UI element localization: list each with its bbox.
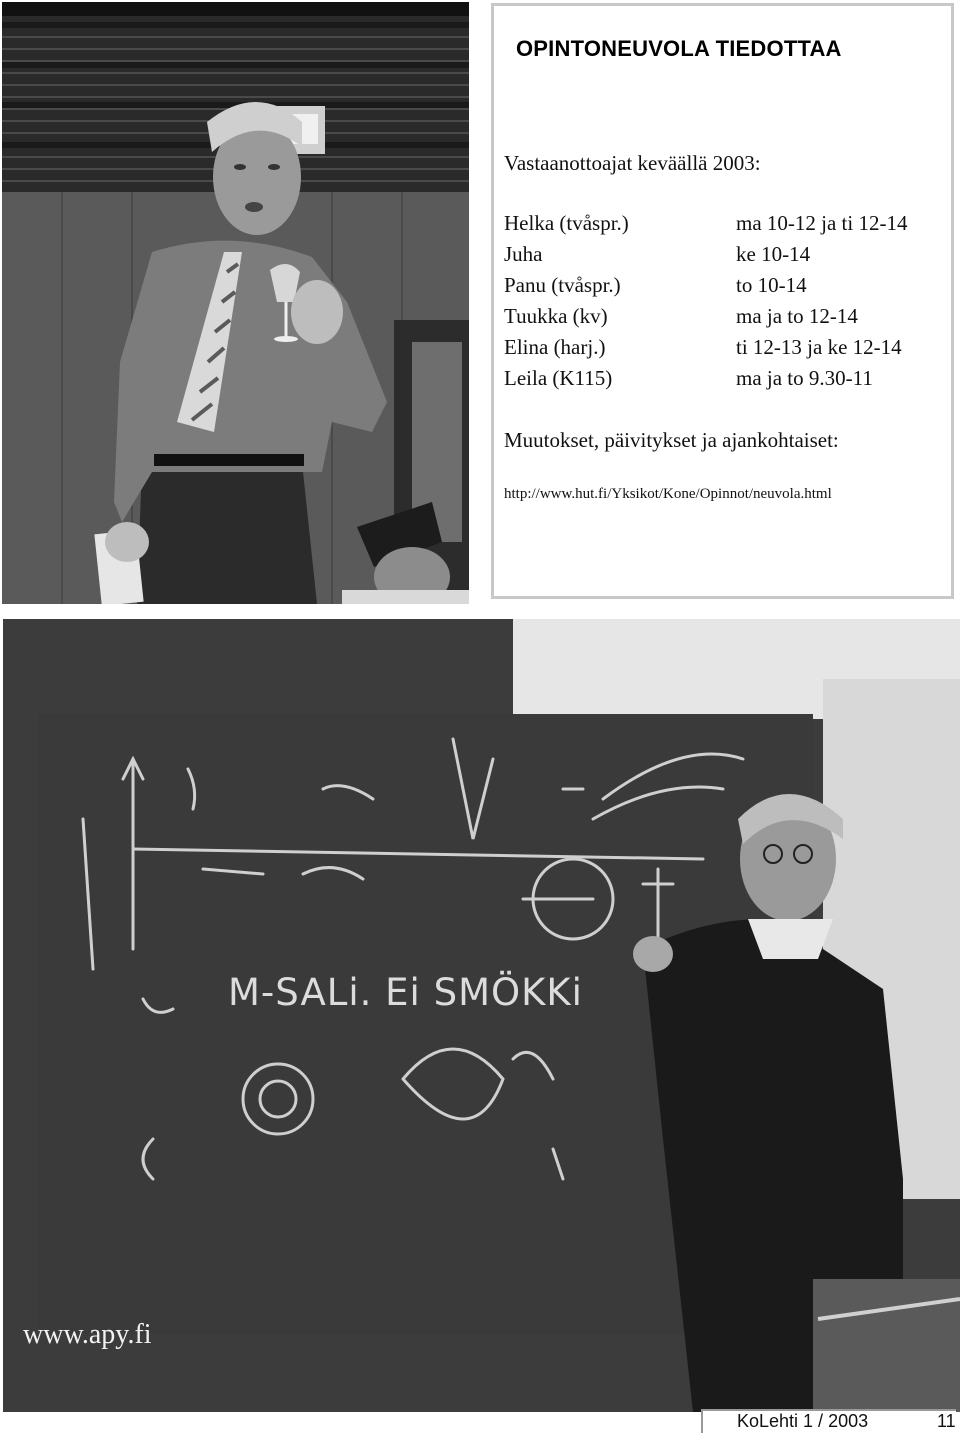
advisor-hours: ti 12-13 ja ke 12-14 (736, 335, 902, 359)
website-caption: www.apy.fi (23, 1319, 152, 1350)
advisor-name: Tuukka (kv) (504, 304, 608, 328)
speaker-illustration (2, 2, 469, 604)
schedule-list (504, 211, 949, 397)
schedule-row (504, 304, 949, 335)
info-title: OPINTONEUVOLA TIEDOTTAA (516, 36, 842, 61)
neuvola-link[interactable]: http://www.hut.fi/Yksikot/Kone/Opinnot/neuvola.html (504, 486, 832, 502)
advisor-name: Helka (tvåspr.) (504, 211, 629, 235)
advisor-hours: ma 10-12 ja ti 12-14 (736, 211, 908, 235)
chalkboard-photo (3, 619, 960, 1412)
page-number: 11 (937, 1411, 956, 1431)
advisor-name: Juha (504, 242, 543, 266)
updates-label: Muutokset, päivitykset ja ajankohtaiset: (504, 428, 839, 452)
chalkboard-illustration (3, 619, 960, 1412)
info-box (491, 3, 954, 599)
advisor-hours: ke 10-14 (736, 242, 811, 266)
schedule-row (504, 242, 949, 273)
advisor-hours: to 10-14 (736, 273, 807, 297)
schedule-row (504, 211, 949, 242)
advisor-name: Leila (K115) (504, 366, 613, 390)
schedule-row (504, 366, 949, 397)
advisor-name: Panu (tvåspr.) (504, 273, 621, 297)
magazine-issue: KoLehti 1 / 2003 (737, 1411, 869, 1431)
schedule-row (504, 273, 949, 304)
schedule-row (504, 335, 949, 366)
reception-hours-heading: Vastaanottoajat keväällä 2003: (504, 151, 761, 175)
advisor-name: Elina (harj.) (504, 335, 606, 359)
chalkboard-message: M-SALi. Ei SMÖKKi (228, 971, 583, 1014)
speaker-photo (2, 2, 469, 604)
advisor-hours: ma ja to 12-14 (736, 304, 858, 328)
advisor-hours: ma ja to 9.30-11 (736, 366, 873, 390)
